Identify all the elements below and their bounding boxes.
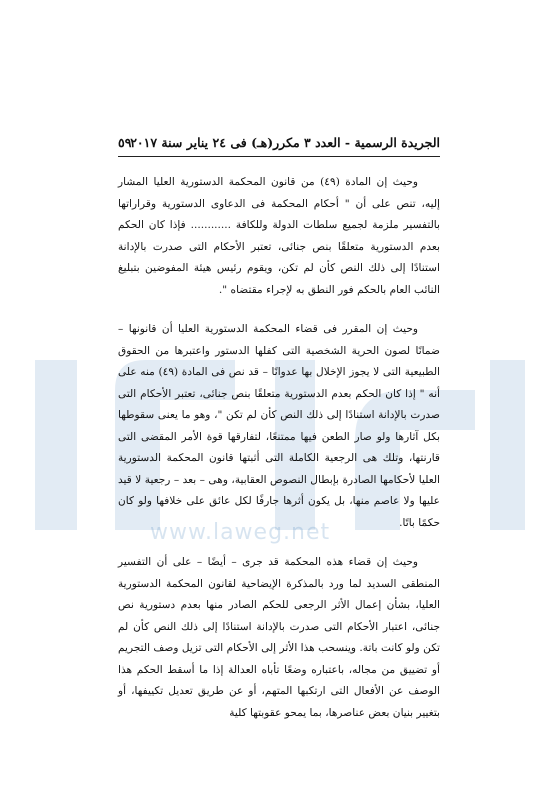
paragraph-interpretation: وحيث إن قضاء هذه المحكمة قد جرى – أيضًا – على أن التفسير المنطقى السديد لما ورد بالمذكرة الإيضاحية لقانون المحكمة الدستورية العليا، بشأن إعمال الأثر الرجعى للحكم الصادر منها بعدم دستورية نص جنائى، اعتبار الأحكام التى صدرت بالإدانة استنادًا إلى ذلك النص كأن لم تكن ولو كانت باتة. وينسحب هذا الأثر إلى الأحكام التى تزيل وصف التجريم أو تضييق من مجاله، باعتباره وضعًا تأباه العدالة إذا ما أسقط الحكم هذا الوصف عن الأفعال التى ارتكبها المتهم، أو عن طريق تعديل تكييفها، أو بتغيير بنيان بعض عناصرها، بما يمحو عقوبتها كلية [118,556,440,719]
body-text [118,172,440,742]
page-header [118,135,440,157]
gazette-title: الجريدة الرسمية - العدد ٣ مكرر(هـ) فى ٢٤ يناير سنة ٢٠١٧ [130,135,440,150]
paragraph-article-49: وحيث إن المادة (٤٩) من قانون المحكمة الدستورية العليا المشار إليه، تنص على أن " أحكام المحكمة فى الدعاوى الدستورية وقراراتها بالتفسير ملزمة لجميع سلطات الدولة وللكافة ............ فإذا كان الحكم بعدم الدستورية متعلقًا بنص جنائى، تعتبر الأحكام التى صدرت بالإدانة استنادًا إلى ذلك النص كأن لم تكن، ويقوم رئيس هيئة المفوضين بتبليغ النائب العام بالحكم فور النطق به لإجراء مقتضاه ". [118,176,440,296]
watermark-site: www.laweg.net [150,520,331,545]
header-divider [118,156,440,157]
paragraph-retroactivity: وحيث إن المقرر فى قضاء المحكمة الدستورية العليا أن قانونها – ضمانًا لصون الحرية الشخصية التى كفلها الدستور واعتبرها من الحقوق الطبيعية التى لا يجوز الإخلال بها عدوانًا – قد نص فى المادة (٤٩) منه على أنه " إذا كان الحكم بعدم الدستورية متعلقًا بنص جنائى، تعتبر الأحكام التى صدرت بالإدانة استنادًا إلى ذلك النص كأن لم تكن "، وهو ما يعنى سقوطها بكل آثارها ولو صار الطعن فيها ممتنعًا، لتفارقها قوة الأمر المقضى التى قارنتها، وتلك هى الرجعية الكاملة التى أثبتها قانون المحكمة الدستورية العليا لأحكامها الصادرة بإبطال النصوص العقابية، وهى – بعد – رجعية لا قيد عليها ولا عاصم منها، بل يكون أثرها جارفًا لكل عائق على خلافها ولو كان حكمًا باتًا. [118,323,441,529]
page-number: ٥٩ [118,135,132,150]
